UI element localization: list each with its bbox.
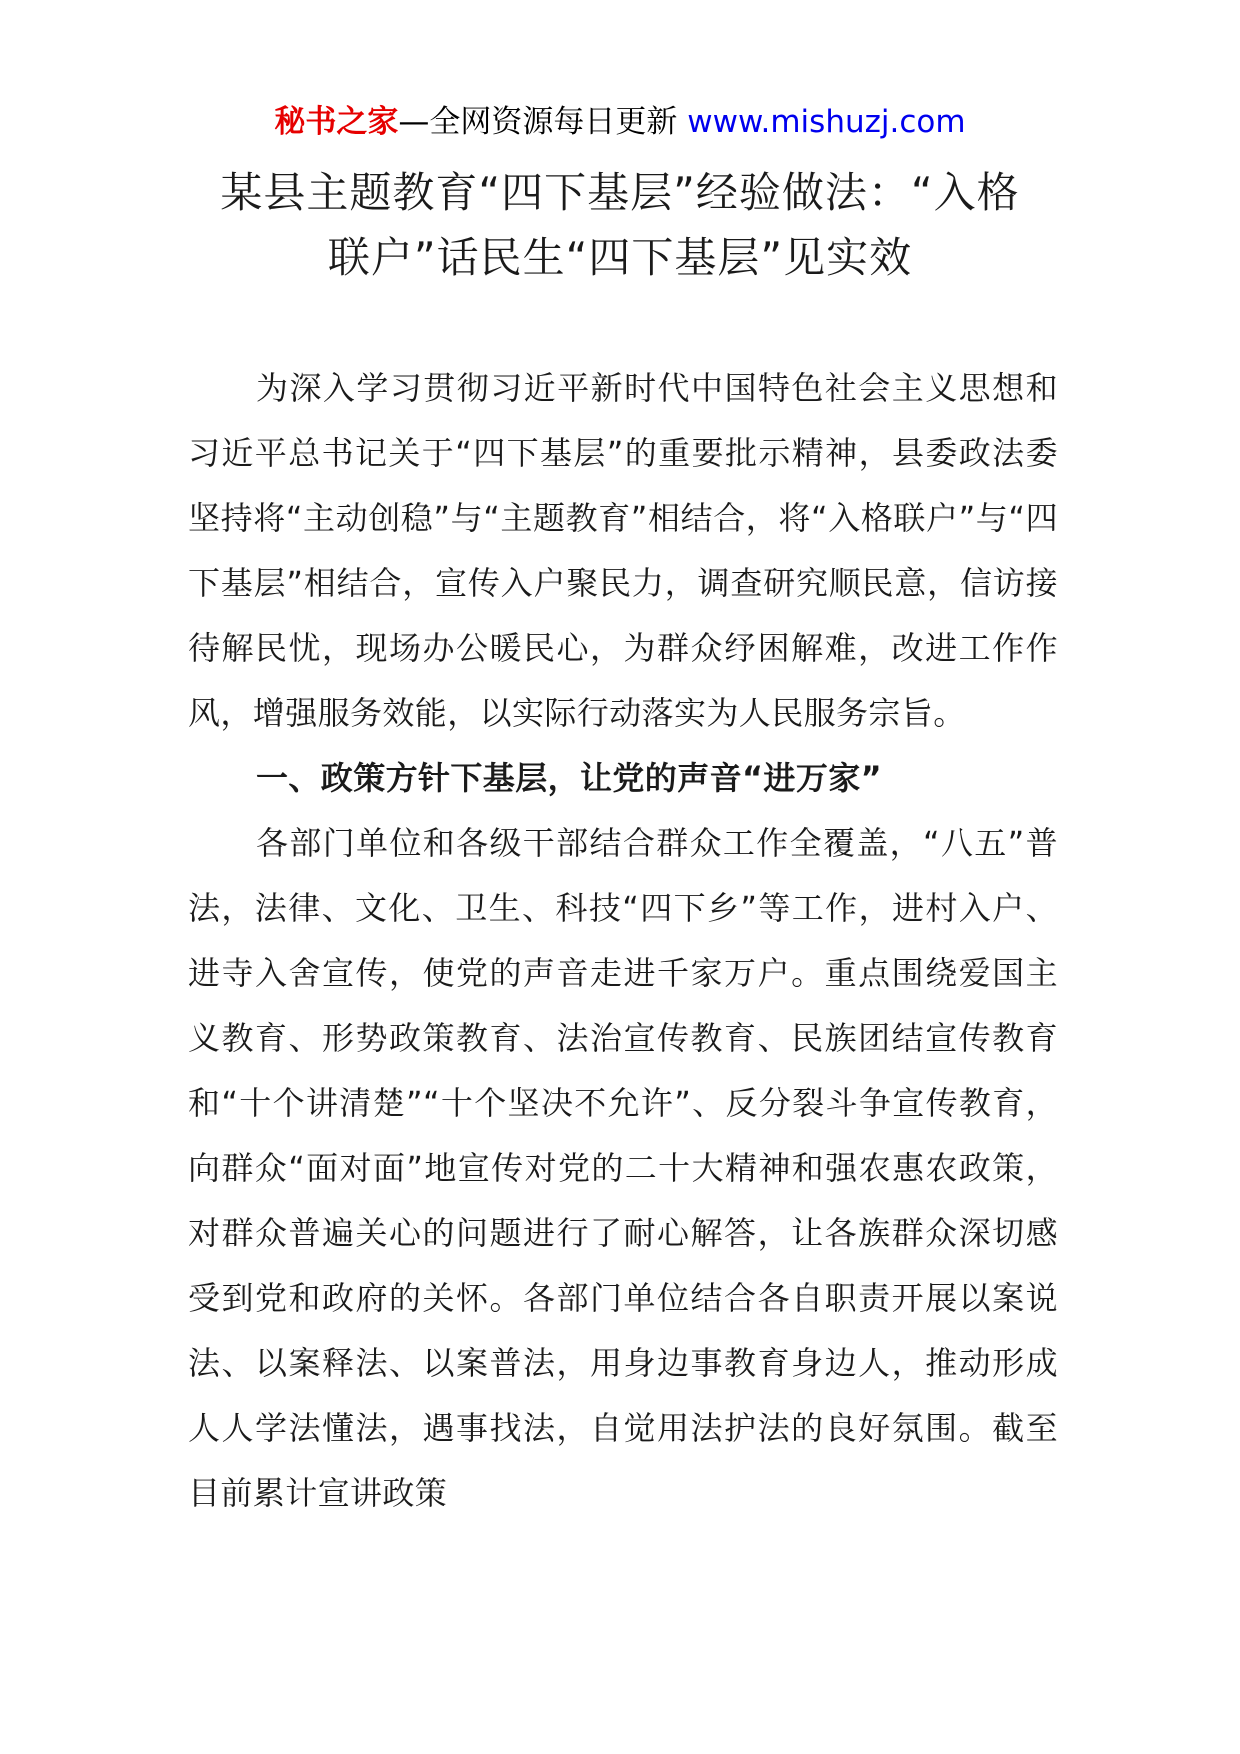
- document-body: [188, 356, 1058, 1526]
- site-url-link[interactable]: www.mishuzj.com: [687, 104, 966, 140]
- intro-paragraph: 为深入学习贯彻习近平新时代中国特色社会主义思想和习近平总书记关于“四下基层”的重要批示精神，县委政法委坚持将“主动创稳”与“主题教育”相结合，将“入格联户”与“四下基层”相结合，宣传入户聚民力，调查研究顺民意，信访接待解民忧，现场办公暖民心，为群众纾困解难，改进工作作风，增强服务效能，以实际行动落实为人民服务宗旨。: [188, 369, 1058, 732]
- section-1-paragraph: 各部门单位和各级干部结合群众工作全覆盖，“八五”普法，法律、文化、卫生、科技“四下乡”等工作，进村入户、进寺入舍宣传，使党的声音走进千家万户。重点围绕爱国主义教育、形势政策教育、法治宣传教育、民族团结宣传教育和“十个讲清楚”“十个坚决不允许”、反分裂斗争宣传教育，向群众“面对面”地宣传对党的二十大精神和强农惠农政策，对群众普遍关心的问题进行了耐心解答，让各族群众深切感受到党和政府的关怀。各部门单位结合各自职责开展以案说法、以案释法、以案普法，用身边事教育身边人，推动形成人人学法懂法，遇事找法，自觉用法护法的良好氛围。截至目前累计宣讲政策: [188, 824, 1058, 1512]
- title-line-2: 联户”话民生“四下基层”见实效: [327, 233, 913, 282]
- title-line-1: 某县主题教育“四下基层”经验做法：“入格: [220, 168, 1020, 217]
- site-tagline: —全网资源每日更新: [398, 104, 688, 140]
- document-title: [160, 160, 1080, 290]
- site-brand: 秘书之家: [274, 104, 399, 140]
- site-header: [0, 100, 1240, 144]
- section-1-heading: 一、政策方针下基层，让党的声音“进万家”: [256, 759, 883, 797]
